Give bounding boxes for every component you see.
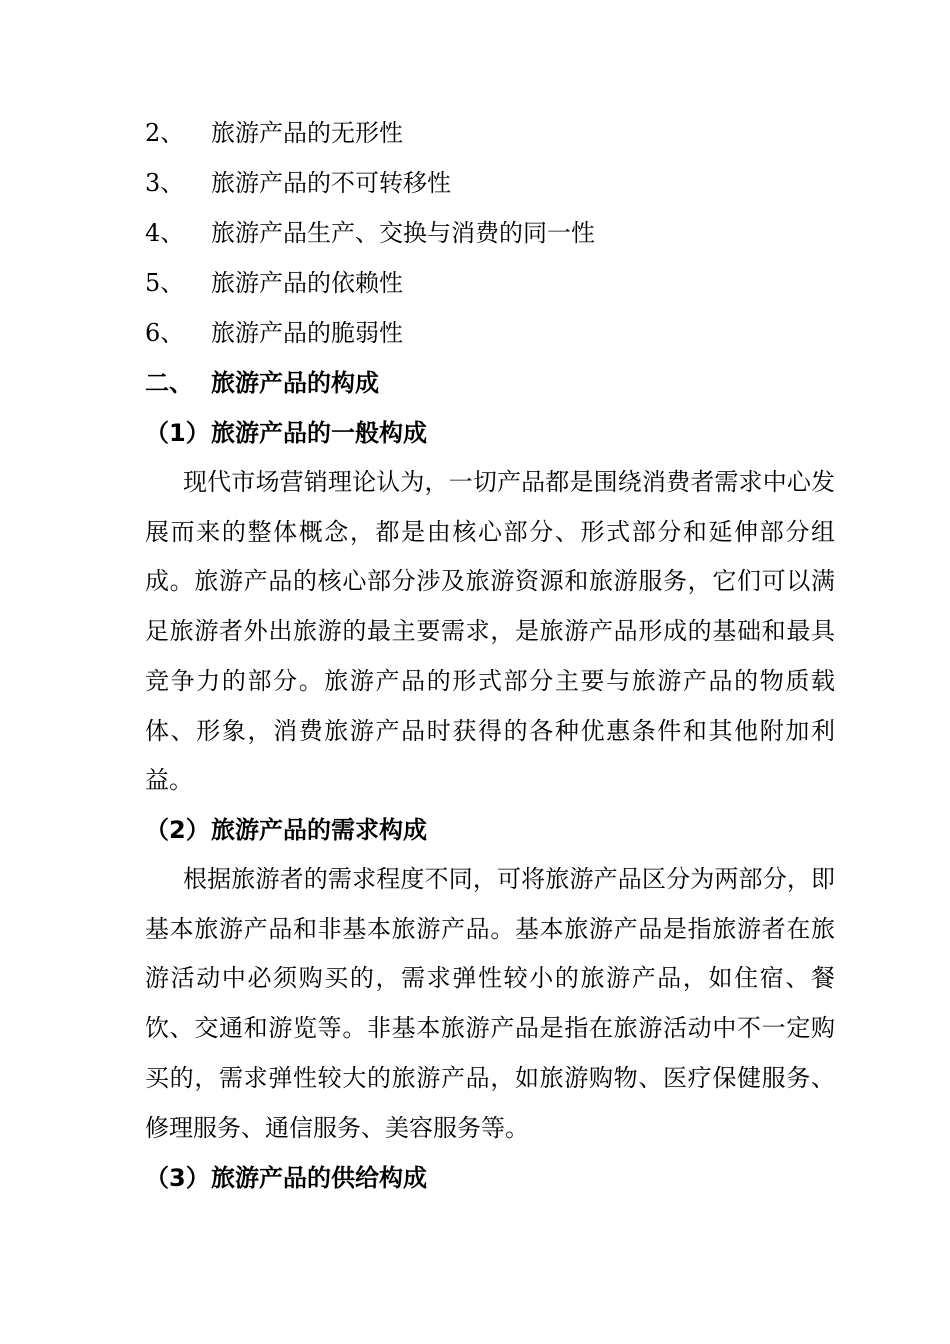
body-paragraph: 现代市场营销理论认为，一切产品都是围绕消费者需求中心发展而来的整体概念，都是由核心部分、形式部分和延伸部分组成。旅游产品的核心部分涉及旅游资源和旅游服务，它们可以满足旅游者外出旅游的最主要需求，是旅游产品形成的基础和最具竞争力的部分。旅游产品的形式部分主要与旅游产品的物质载体、形象，消费旅游产品时获得的各种优惠条件和其他附加利益。	[145, 468, 835, 795]
subsection-heading	[145, 815, 835, 845]
subsection-heading-number: （3）	[145, 1164, 210, 1192]
list-item-number: 2、	[145, 119, 185, 147]
subsection-heading	[145, 1163, 835, 1193]
list-item-text: 旅游产品生产、交换与消费的同一性	[211, 219, 595, 247]
subsection-heading-title: 旅游产品的供给构成	[211, 1164, 427, 1192]
section-heading-number: 二、	[145, 369, 193, 397]
list-item-text: 旅游产品的脆弱性	[211, 319, 403, 347]
list-item-number: 6、	[145, 319, 185, 347]
subsection-heading-number: （2）	[145, 816, 210, 844]
list-item	[145, 268, 835, 298]
body-paragraph: 根据旅游者的需求程度不同，可将旅游产品区分为两部分，即基本旅游产品和非基本旅游产品。基本旅游产品是指旅游者在旅游活动中必须购买的，需求弹性较小的旅游产品，如住宿、餐饮、交通和游览等。非基本旅游产品是指在旅游活动中不一定购买的，需求弹性较大的旅游产品，如旅游购物、医疗保健服务、修理服务、通信服务、美容服务等。	[145, 865, 835, 1142]
list-item-text: 旅游产品的不可转移性	[211, 169, 451, 197]
section-heading	[145, 368, 835, 398]
list-item	[145, 118, 835, 148]
subsection-heading-title: 旅游产品的需求构成	[211, 816, 427, 844]
subsection-heading-number: （1）	[145, 419, 210, 447]
list-item-text: 旅游产品的无形性	[211, 119, 403, 147]
list-item	[145, 218, 835, 248]
subsection-heading	[145, 418, 835, 448]
list-item-number: 3、	[145, 169, 185, 197]
list-item-number: 4、	[145, 219, 185, 247]
list-item	[145, 318, 835, 348]
list-item-text: 旅游产品的依赖性	[211, 269, 403, 297]
section-heading-text: 旅游产品的构成	[211, 369, 379, 397]
list-item	[145, 168, 835, 198]
subsection-heading-title: 旅游产品的一般构成	[211, 419, 427, 447]
list-item-number: 5、	[145, 269, 185, 297]
